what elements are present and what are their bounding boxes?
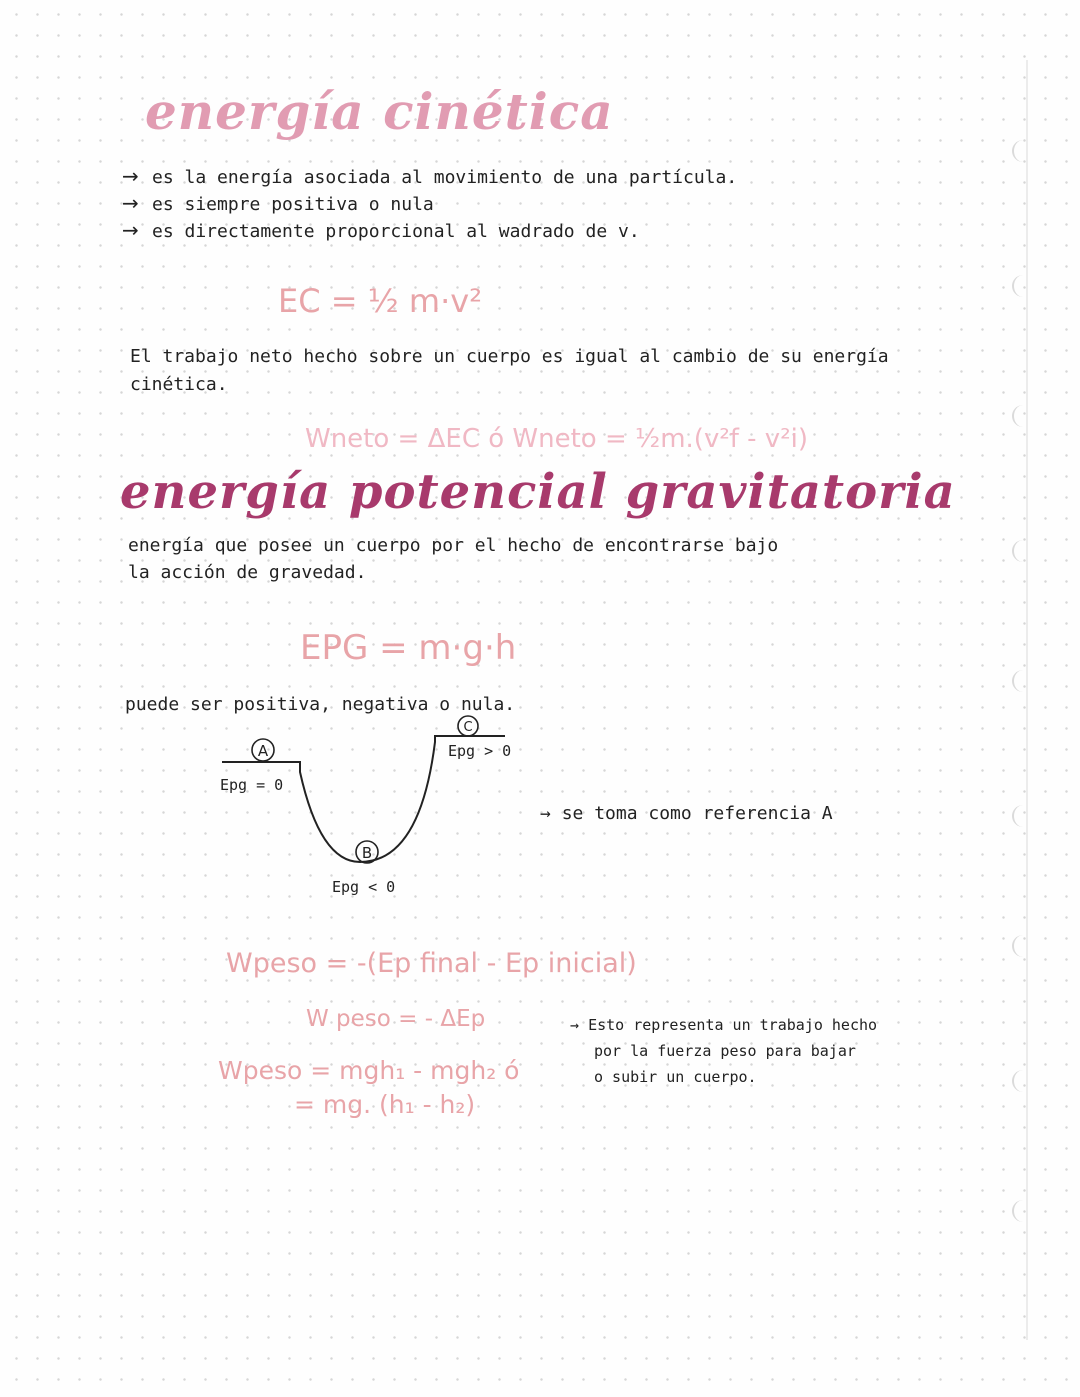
arrow-right-icon: → (570, 1016, 589, 1034)
point-a-letter: A (257, 742, 269, 760)
definition-line1: energía que posee un cuerpo por el hecho de encontrarse bajo (128, 535, 779, 556)
list-item: es siempre positiva o nula (152, 194, 434, 215)
kinetic-energy-formula: EC = ½ m·v² (278, 282, 483, 320)
work-energy-theorem-line2: cinética. (130, 374, 228, 395)
weight-work-note: → Esto representa un trabajo hecho por la fuerza peso para bajar o subir un cuerpo. (570, 1016, 878, 1086)
arrow-right-icon: → (122, 191, 139, 215)
definition-line2: la acción de gravedad. (128, 562, 367, 583)
binder-ring (1012, 275, 1040, 297)
list-item: es la energía asociada al movimiento de una partícula. (152, 167, 738, 188)
arrow-right-icon: → (122, 218, 139, 242)
binder-spine (1026, 60, 1028, 1340)
list-item: es directamente proporcional al wadrado de v. (152, 221, 640, 242)
arrow-right-icon: → (122, 164, 139, 188)
weight-work-formula-1: Wpeso = -(Ep final - Ep inicial) (226, 948, 637, 979)
binder-ring (1012, 670, 1040, 692)
potential-energy-formula: EPG = m·g·h (300, 628, 517, 668)
weight-work-formula-3: Wpeso = mgh₁ - mgh₂ ó (218, 1056, 520, 1085)
binder-ring (1012, 405, 1040, 427)
point-b-letter: B (361, 844, 373, 862)
point-b-label: Epg < 0 (332, 878, 396, 896)
point-c-label: Epg > 0 (448, 742, 512, 760)
valley-diagram (210, 712, 540, 907)
section-title-kinetic: energía cinética (145, 82, 614, 141)
net-work-formula: Wneto = ΔEC ó Wneto = ½m.(v²f - v²i) (305, 424, 808, 454)
arrow-right-icon: → (540, 803, 562, 824)
reference-note: → se toma como referencia A (540, 803, 833, 824)
weight-work-formula-4: = mg. (h₁ - h₂) (294, 1090, 476, 1119)
work-energy-theorem-line1: El trabajo neto hecho sobre un cuerpo es igual al cambio de su energía (130, 346, 889, 367)
sign-note: puede ser positiva, negativa o nula. (125, 694, 516, 715)
binder-ring (1012, 540, 1040, 562)
binder-ring (1012, 1070, 1040, 1092)
section-title-potential: energía potencial gravitatoria (120, 464, 956, 520)
point-c-letter: C (463, 720, 473, 735)
binder-ring (1012, 935, 1040, 957)
bullet-list (122, 164, 737, 245)
binder-ring (1012, 1200, 1040, 1222)
binder-ring (1012, 805, 1040, 827)
weight-work-formula-2: W peso = - ΔEp (306, 1006, 486, 1032)
point-a-label: Epg = 0 (220, 776, 284, 794)
binder-ring (1012, 140, 1040, 162)
